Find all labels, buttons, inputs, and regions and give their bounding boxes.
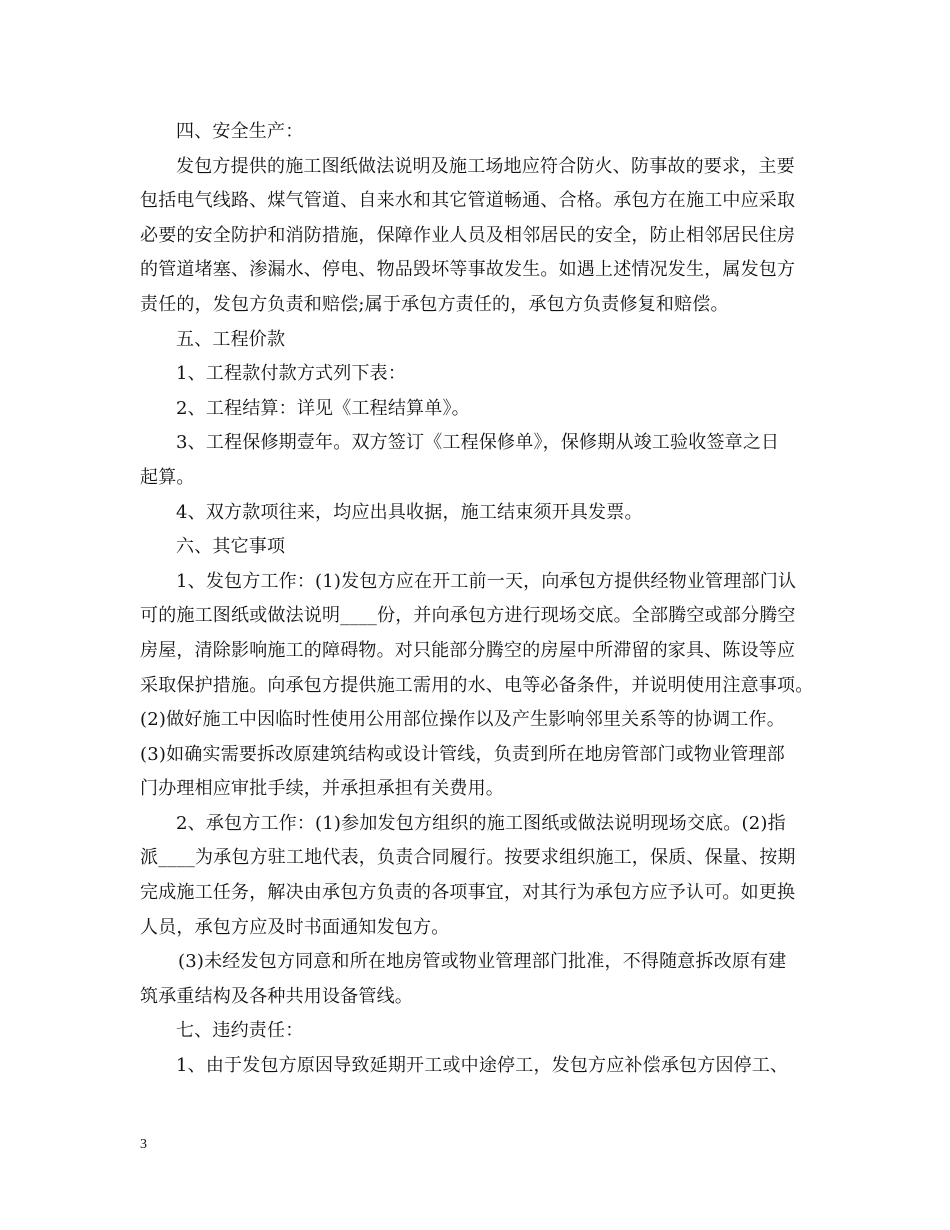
- section-heading-price: 五、工程价款: [176, 328, 286, 350]
- paragraph-line: 的管道堵塞、渗漏水、停电、物品毁坏等事故发生。如遇上述情况发生，属发包方: [140, 259, 796, 281]
- paragraph-line: 起算。: [140, 466, 195, 488]
- paragraph-line: 责任的，发包方负责和赔偿;属于承包方责任的，承包方负责修复和赔偿。: [140, 293, 729, 315]
- paragraph-line: 人员，承包方应及时书面通知发包方。: [140, 916, 450, 938]
- paragraph-line: 必要的安全防护和消防措施，保障作业人员及相邻居民的安全，防止相邻居民住房: [140, 224, 796, 246]
- paragraph-line: 2、承包方工作：(1)参加发包方组织的施工图纸或做法说明现场交底。(2)指: [176, 812, 786, 834]
- paragraph-line: 发包方提供的施工图纸做法说明及施工场地应符合防火、防事故的要求，主要: [176, 155, 795, 177]
- paragraph-line: 房屋，清除影响施工的障碍物。对只能部分腾空的房屋中所滞留的家具、陈设等应: [140, 639, 796, 661]
- paragraph-line: 包括电气线路、煤气管道、自来水和其它管道畅通、合格。承包方在施工中应采取: [140, 190, 796, 212]
- paragraph-line: (2)做好施工中因临时性使用公用部位操作以及产生影响邻里关系等的协调工作。: [140, 709, 785, 731]
- section-heading-breach: 七、违约责任：: [176, 1020, 304, 1042]
- paragraph-line: 可的施工图纸或做法说明____份，并向承包方进行现场交底。全部腾空或部分腾空: [140, 605, 796, 627]
- paragraph-line: 1、由于发包方原因导致延期开工或中途停工，发包方应补偿承包方因停工、: [176, 1055, 789, 1077]
- paragraph-line: 1、工程款付款方式列下表：: [176, 363, 407, 385]
- paragraph-line: 门办理相应审批手续，并承担承担有关费用。: [140, 778, 504, 800]
- paragraph-line: 4、双方款项往来，均应出具收据，施工结束须开具发票。: [176, 501, 643, 523]
- page-number: 3: [140, 1137, 147, 1152]
- paragraph-line: (3)未经发包方同意和所在地房管或物业管理部门批准，不得随意拆改原有建: [178, 951, 787, 973]
- paragraph-line: 筑承重结构及各种共用设备管线。: [140, 985, 413, 1007]
- paragraph-line: 2、工程结算：详见《工程结算单》。: [176, 397, 470, 419]
- paragraph-line: 完成施工任务，解决由承包方负责的各项事宜，对其行为承包方应予认可。如更换: [140, 882, 796, 904]
- paragraph-line: 1、发包方工作：(1)发包方应在开工前一天，向承包方提供经物业管理部门认: [176, 570, 797, 592]
- document-body: [140, 115, 812, 1084]
- section-heading-other: 六、其它事项: [176, 536, 286, 558]
- paragraph-line: (3)如确实需要拆改原建筑结构或设计管线，负责到所在地房管部门或物业管理部: [140, 743, 785, 765]
- section-heading-safety: 四、安全生产：: [176, 121, 304, 142]
- paragraph-line: 3、工程保修期壹年。双方签订《工程保修单》，保修期从竣工验收签章之日: [176, 432, 780, 454]
- paragraph-line: 派____为承包方驻工地代表，负责合同履行。按要求组织施工，保质、保量、按期: [140, 847, 796, 869]
- paragraph-line: 采取保护措施。向承包方提供施工需用的水、电等必备条件，并说明使用注意事项。: [140, 674, 814, 696]
